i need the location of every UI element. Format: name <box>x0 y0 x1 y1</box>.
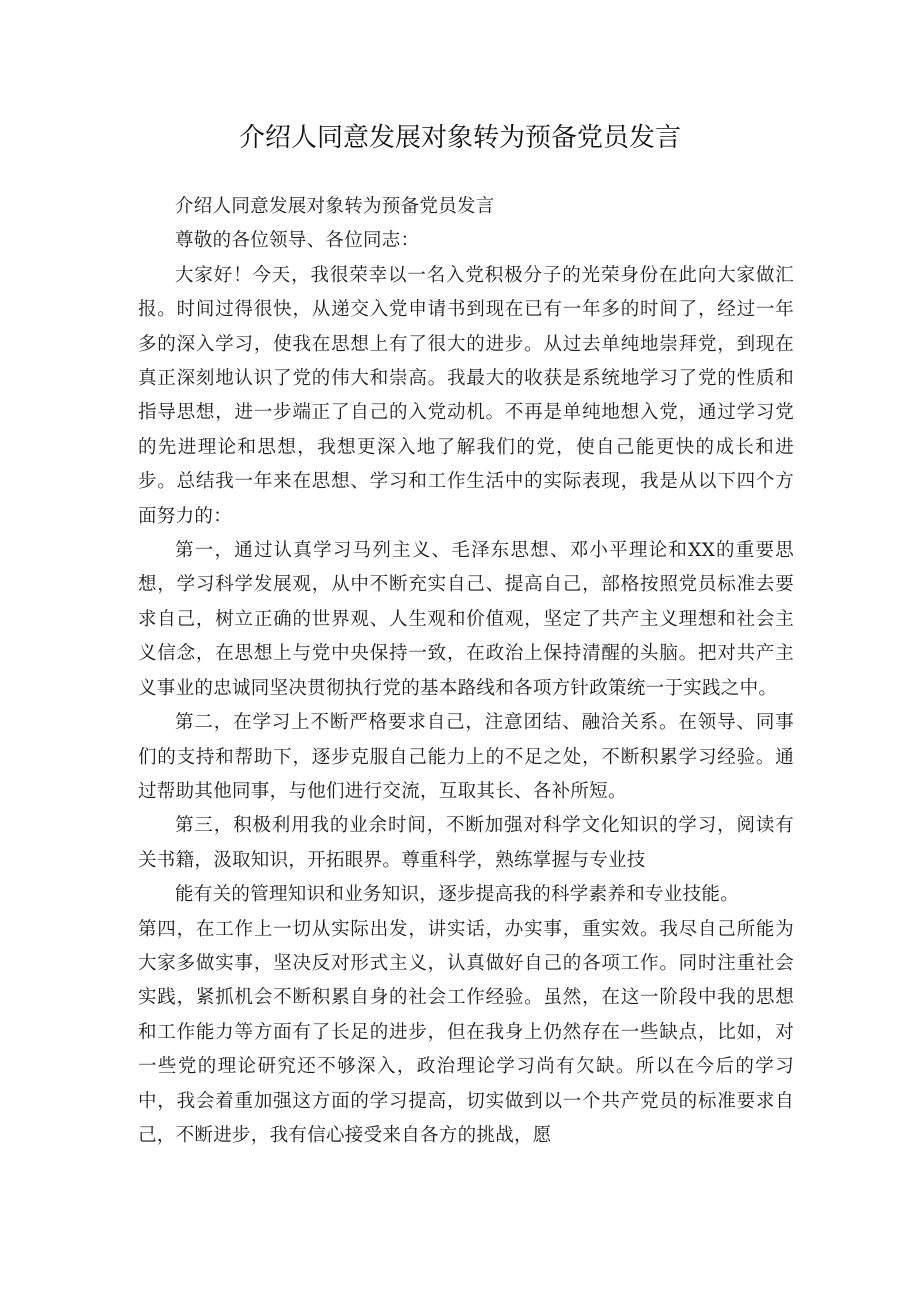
document-title: 介绍人同意发展对象转为预备党员发言 <box>238 123 681 153</box>
paragraph-introduction: 大家好！今天，我很荣幸以一名入党积极分子的光荣身份在此向大家做汇报。时间过得很快，从递交入党申请书到现在已有一年多的时间了，经过一年多的深入学习，使我在思想上有了很大的进步。从过去单纯地崇拜党，到现在真正深刻地认识了党的伟大和崇高。我最大的收获是系统地学习了党的性质和指导思想，进一步端正了自己的入党动机。不再是单纯地想入党，通过学习党的先进理论和思想，我想更深入地了解我们的党，使自己能更快的成长和进步。总结我一年来在思想、学习和工作生活中的实际表现，我是从以下四个方面努力的： <box>138 264 794 527</box>
paragraph-point-three: 第三，积极利用我的业余时间，不断加强对科学文化知识的学习，阅读有关书籍，汲取知识，开拓眼界。尊重科学，熟练掌握与专业技 <box>138 815 794 871</box>
paragraph-heading: 介绍人同意发展对象转为预备党员发言 <box>175 196 495 217</box>
paragraph-point-two: 第二，在学习上不断严格要求自己，注意团结、融洽关系。在领导、同事们的支持和帮助下，逐步克服自己能力上的不足之处，不断积累学习经验。通过帮助其他同事，与他们进行交流，互取其长、各补所短。 <box>138 712 794 802</box>
paragraph-salutation: 尊敬的各位领导、各位同志： <box>175 230 420 252</box>
document-body <box>138 190 794 1153</box>
paragraph-point-three-continued: 能有关的管理知识和业务知识，逐步提高我的科学素养和专业技能。 <box>175 884 740 906</box>
paragraph-point-four: 第四，在工作上一切从实际出发，讲实话，办实事，重实效。我尽自己所能为大家多做实事，坚决反对形式主义，认真做好自己的各项工作。同时注重社会实践，紧抓机会不断积累自身的社会工作经验。虽然，在这一阶段中我的思想和工作能力等方面有了长足的进步，但在我身上仍然存在一些缺点，比如，对一些党的理论研究还不够深入，政治理论学习尚有欠缺。所以在今后的学习中，我会着重加强这方面的学习提高，切实做到以一个共产党员的标准要求自己，不断进步，我有信心接受来自各方的挑战，愿 <box>138 918 794 1146</box>
paragraph-point-one: 第一，通过认真学习马列主义、毛泽东思想、邓小平理论和XX的重要思想，学习科学发展观，从中不断充实自己、提高自己，部格按照党员标准去要求自己，树立正确的世界观、人生观和价值观，坚定了共产主义理想和社会主义信念，在思想上与党中央保持一致，在政治上保持清醒的头脑。把对共产主义事业的忠诚同坚决贯彻执行党的基本路线和各项方针政策统一于实践之中。 <box>138 540 794 699</box>
